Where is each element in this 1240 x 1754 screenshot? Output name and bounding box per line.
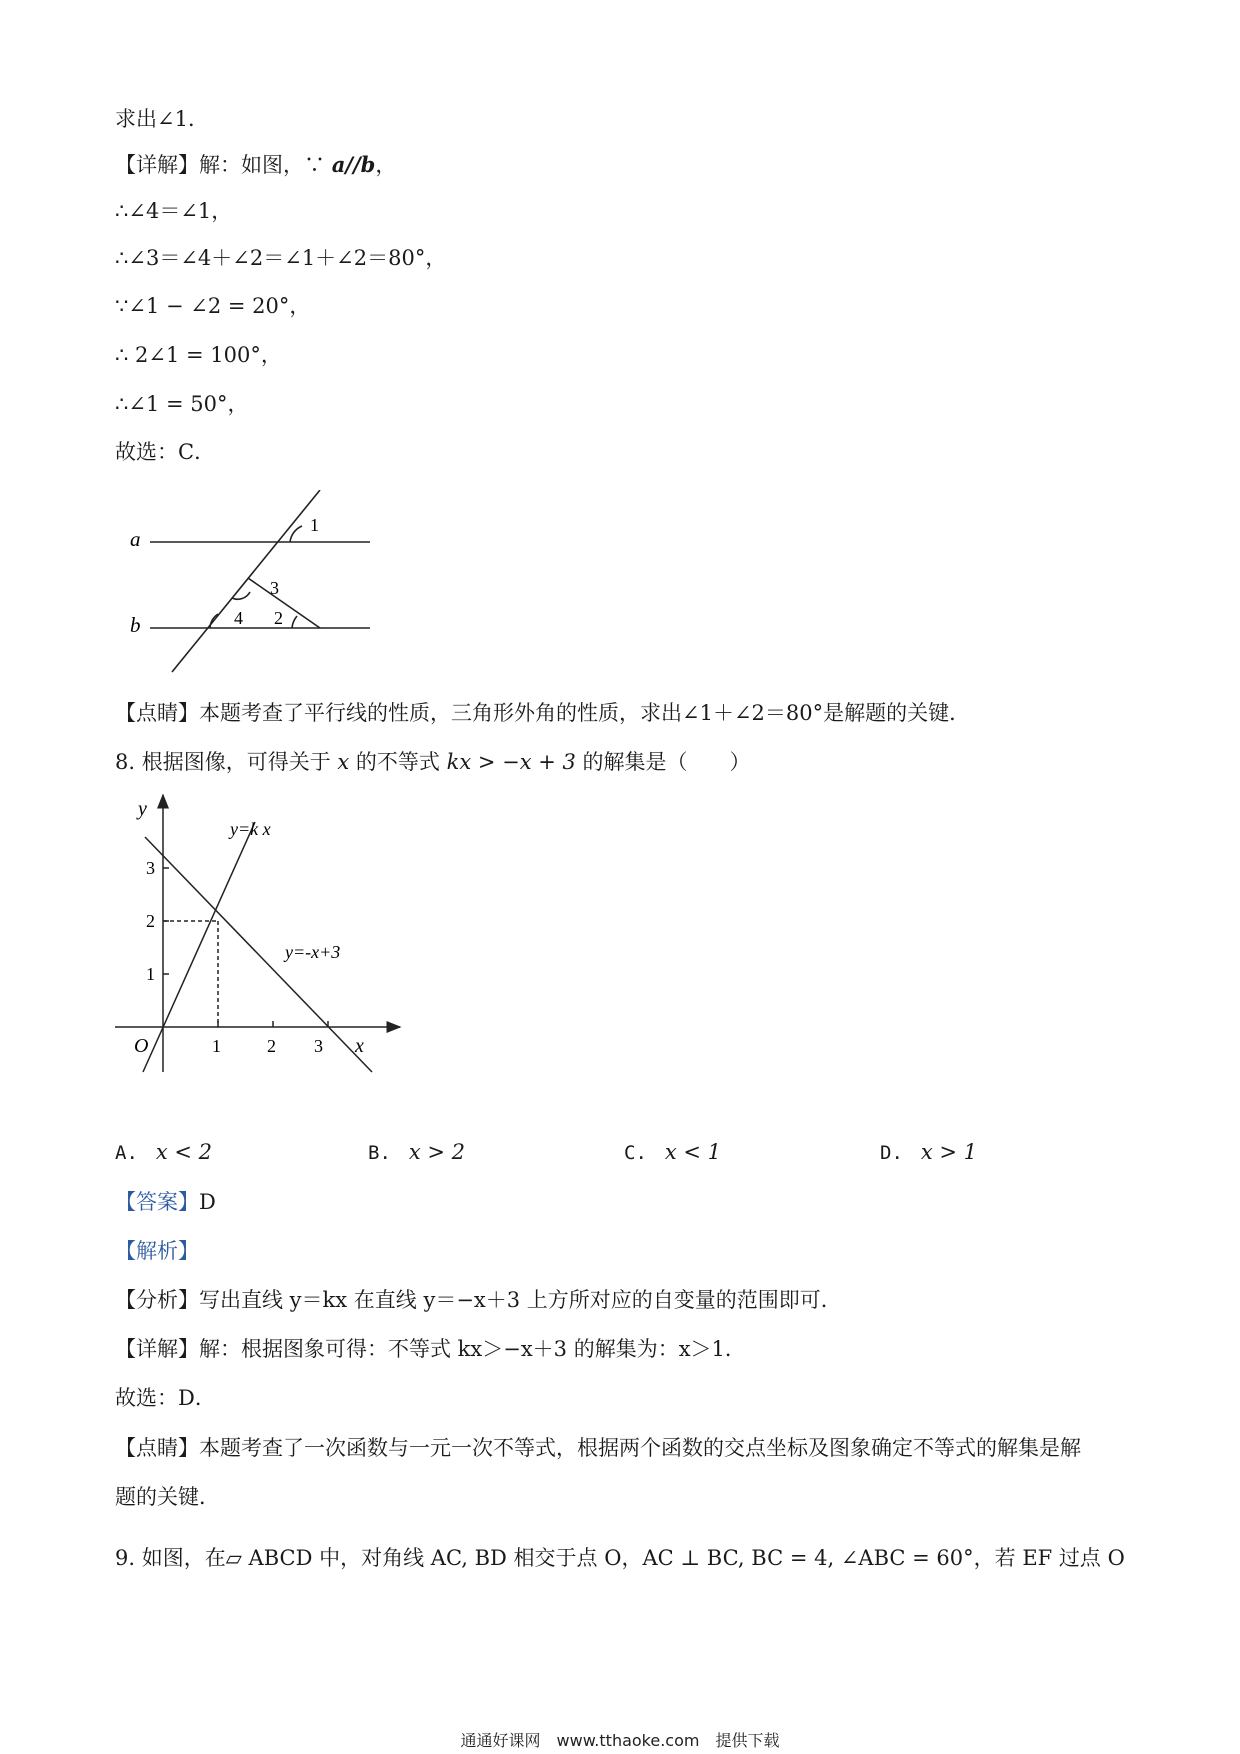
key-point-2-line-1: 【点睛】本题考查了一次函数与一元一次不等式，根据两个函数的交点坐标及图象确定不等式的解集是解 <box>115 1436 1081 1460</box>
triangle-side <box>248 578 320 628</box>
option-b-value: x > 2 <box>408 1140 466 1164</box>
line-y-kx <box>143 822 255 1072</box>
option-b-label: B. <box>368 1142 391 1164</box>
line2-label: y=-x+3 <box>285 942 341 962</box>
angle4-label: 4 <box>234 608 243 628</box>
q8-inequality: kx > −x + 3 <box>446 750 576 774</box>
x-tick-label-1: 1 <box>212 1036 221 1056</box>
y-tick-label-1: 1 <box>146 964 155 984</box>
answer-tag: 【答案】 <box>115 1190 199 1214</box>
text-line: 求出∠1． <box>115 107 209 131</box>
q8-prefix: 8. 根据图像，可得关于 <box>115 750 338 774</box>
angle1-label: 1 <box>310 515 319 535</box>
q8-suffix: 的解集是（ ） <box>575 750 751 774</box>
function-graph-figure <box>110 790 410 1080</box>
question-8 <box>115 747 751 777</box>
text-line: ∵∠1 − ∠2 = 20°， <box>115 294 311 318</box>
detail-line: 【详解】解：根据图象可得：不等式 kx＞−x＋3 的解集为：x＞1． <box>115 1337 746 1361</box>
choice-line: 故选：D． <box>115 1386 216 1410</box>
key-point-1: 【点睛】本题考查了平行线的性质，三角形外角的性质，求出∠1＋∠2＝80°是解题的关键． <box>115 701 971 725</box>
option-c-value: x < 1 <box>664 1140 722 1164</box>
x-tick-label-3: 3 <box>314 1036 323 1056</box>
option-a[interactable] <box>115 1137 212 1168</box>
option-b[interactable] <box>368 1137 465 1168</box>
option-d[interactable] <box>880 1137 977 1168</box>
detail-suffix: ， <box>375 153 397 177</box>
answer-value: D <box>199 1190 216 1214</box>
text-line: ∴∠4＝∠1， <box>115 199 233 223</box>
y-axis-label: y <box>138 798 147 820</box>
option-a-label: A. <box>115 1142 138 1164</box>
angle3-label: 3 <box>270 578 279 598</box>
parallel-math: a//b <box>331 152 376 177</box>
line1-label: y=k x <box>230 819 271 839</box>
q8-mid: 的不等式 <box>349 750 447 774</box>
parallel-lines-figure <box>120 490 380 675</box>
key-point-2-line-2: 题的关键． <box>115 1485 220 1509</box>
origin-label: O <box>134 1035 149 1057</box>
option-d-label: D. <box>880 1142 903 1164</box>
question-9: 9. 如图，在▱ ABCD 中，对角线 AC, BD 相交于点 O，AC ⊥ BC, BC = 4, ∠ABC = 60°，若 EF 过点 O <box>115 1546 1125 1570</box>
text-line: ∴∠3＝∠4＋∠2＝∠1＋∠2＝80°， <box>115 246 447 270</box>
analysis-line: 【分析】写出直线 y＝kx 在直线 y＝−x＋3 上方所对应的自变量的范围即可． <box>115 1288 842 1312</box>
q8-var: x <box>337 750 350 774</box>
detail-prefix: 【详解】解：如图，∵ <box>115 153 332 177</box>
label-b: b <box>130 613 141 637</box>
x-axis-label: x <box>355 1035 364 1057</box>
text-line <box>115 150 396 180</box>
analysis-tag: 【解析】 <box>115 1239 199 1263</box>
angle2-arc <box>292 616 297 628</box>
angle1-arc <box>290 526 302 542</box>
option-c-label: C. <box>624 1142 647 1164</box>
text-line: ∴∠1 = 50°， <box>115 392 249 416</box>
y-tick-label-3: 3 <box>146 858 155 878</box>
x-tick-label-2: 2 <box>267 1036 276 1056</box>
label-a: a <box>130 527 141 551</box>
y-tick-label-2: 2 <box>146 911 155 931</box>
text-line: ∴ 2∠1 = 100°， <box>115 343 282 367</box>
option-a-value: x < 2 <box>155 1140 213 1164</box>
answer-line <box>115 1187 216 1217</box>
option-d-value: x > 1 <box>920 1140 978 1164</box>
text-line: 故选：C． <box>115 440 216 464</box>
page-footer: 通通好课网 www.tthaoke.com 提供下载 <box>460 1731 780 1750</box>
angle2-label: 2 <box>274 608 283 628</box>
transversal-line <box>172 490 320 672</box>
option-c[interactable] <box>624 1137 721 1168</box>
